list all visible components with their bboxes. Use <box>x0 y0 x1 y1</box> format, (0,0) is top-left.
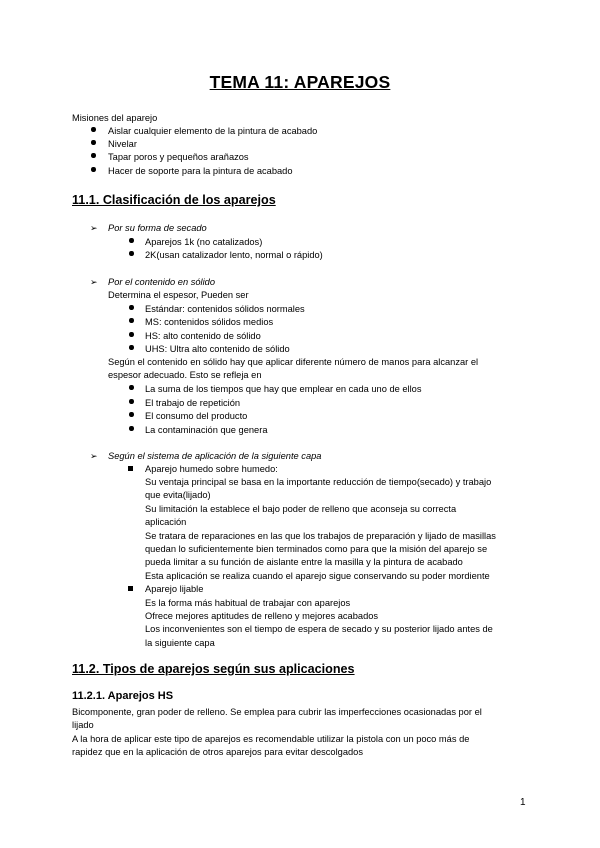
group-label: Por el contenido en sólido <box>108 277 215 287</box>
section-heading-11-2: 11.2. Tipos de aparejos según sus aplicaciones <box>72 662 355 676</box>
arrow-bullet-icon: ➢ <box>90 451 98 461</box>
list-item: Estándar: contenidos sólidos normales <box>145 304 305 314</box>
list-item: Aparejos 1k (no catalizados) <box>145 237 263 247</box>
paragraph-line: Su limitación la establece el bajo poder de relleno que aconseja su correcta <box>145 504 457 514</box>
list-item: La contaminación que genera <box>145 425 268 435</box>
paragraph-line: Esta aplicación se realiza cuando el aparejo sigue conservando su poder mordiente <box>145 571 490 581</box>
list-item: El trabajo de repetición <box>145 398 241 408</box>
list-item: Tapar poros y pequeños arañazos <box>108 152 249 162</box>
paragraph-line: Se tratara de reparaciones en las que los trabajos de preparación y lijado de masillas <box>145 531 496 541</box>
list-item: La suma de los tiempos que hay que emplear en cada uno de ellos <box>145 384 422 394</box>
paragraph-line: quedan lo suficientemente bien terminados como para que la misión del aparejo se <box>145 544 488 554</box>
bullet-dot-icon <box>91 140 96 145</box>
list-item: MS: contenidos sólidos medios <box>145 317 274 327</box>
list-item: Nivelar <box>108 139 137 149</box>
paragraph-line: espesor adecuado. Esto se refleja en <box>108 370 262 380</box>
bullet-dot-icon <box>129 399 134 404</box>
paragraph-line: Según el contenido en sólido hay que aplicar diferente número de manos para alcanzar el <box>108 357 479 367</box>
list-item: Hacer de soporte para la pintura de acabado <box>108 166 293 176</box>
list-item: 2K(usan catalizador lento, normal o rápido) <box>145 250 323 260</box>
list-item: Aislar cualquier elemento de la pintura de acabado <box>108 126 318 136</box>
paragraph-line: pueda limitar a su función de aislante entre la masilla y la pintura de acabado <box>145 557 463 567</box>
list-item: HS: alto contenido de sólido <box>145 331 261 341</box>
paragraph-line: aplicación <box>145 517 187 527</box>
arrow-bullet-icon: ➢ <box>90 277 98 287</box>
paragraph-line: Los inconvenientes son el tiempo de espera de secado y su posterior lijado antes de <box>145 624 493 634</box>
paragraph-line: lijado <box>72 720 94 730</box>
bullet-dot-icon <box>129 426 134 431</box>
paragraph-line: Determina el espesor, Pueden ser <box>108 290 249 300</box>
paragraph-line: Su ventaja principal se basa en la importante reducción de tiempo(secado) y trabajo <box>145 477 492 487</box>
bullet-dot-icon <box>91 167 96 172</box>
list-item: El consumo del producto <box>145 411 248 421</box>
page-title: TEMA 11: APAREJOS <box>209 72 391 92</box>
square-bullet-icon <box>128 466 133 471</box>
paragraph-line: que evita(lijado) <box>145 490 211 500</box>
list-item: UHS: Ultra alto contenido de sólido <box>145 344 290 354</box>
bullet-dot-icon <box>91 153 96 158</box>
bullet-dot-icon <box>129 332 134 337</box>
bullet-dot-icon <box>129 318 134 323</box>
arrow-bullet-icon: ➢ <box>90 223 98 233</box>
paragraph-line: la siguiente capa <box>145 638 215 648</box>
bullet-dot-icon <box>129 385 134 390</box>
paragraph-line: Es la forma más habitual de trabajar con aparejos <box>145 598 351 608</box>
bullet-dot-icon <box>91 127 96 132</box>
group-label: Por su forma de secado <box>108 223 207 233</box>
paragraph-line: Bicomponente, gran poder de relleno. Se emplea para cubrir las imperfecciones ocasionadas por el <box>72 707 482 717</box>
square-bullet-icon <box>128 586 133 591</box>
bullet-dot-icon <box>129 238 134 243</box>
paragraph-line: rapidez que en la aplicación de otros aparejos para evitar descolgados <box>72 747 363 757</box>
subsection-heading: 11.2.1. Aparejos HS <box>72 690 174 702</box>
bullet-dot-icon <box>129 251 134 256</box>
list-item: Aparejo lijable <box>145 584 204 594</box>
paragraph-line: Ofrece mejores aptitudes de relleno y mejores acabados <box>145 611 379 621</box>
bullet-dot-icon <box>129 345 134 350</box>
bullet-dot-icon <box>129 305 134 310</box>
page-number: 1 <box>520 797 526 808</box>
intro-label: Misiones del aparejo <box>72 113 158 123</box>
group-label: Según el sistema de aplicación de la siguiente capa <box>108 451 322 461</box>
list-item: Aparejo humedo sobre humedo: <box>145 464 278 474</box>
paragraph-line: A la hora de aplicar este tipo de aparejos es recomendable utilizar la pistola con un poco más de <box>72 734 470 744</box>
bullet-dot-icon <box>129 412 134 417</box>
section-heading-11-1: 11.1. Clasificación de los aparejos <box>72 193 276 207</box>
